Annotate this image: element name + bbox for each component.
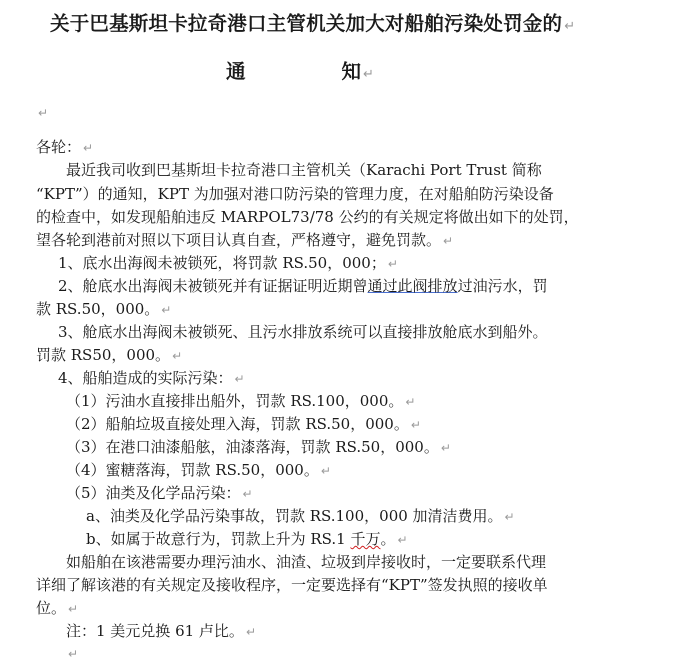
spellcheck-marked-text: 千万 xyxy=(350,530,381,548)
paragraph-mark-icon: ↵ xyxy=(410,418,421,432)
paragraph-mark-icon: ↵ xyxy=(245,625,256,639)
closing-line: 位。 ↵ xyxy=(36,599,79,617)
paragraph-mark-icon: ↵ xyxy=(397,533,408,547)
sub-item-1: （1）污油水直接排出船外，罚款 RS.100，000。 ↵ xyxy=(66,392,416,410)
paragraph-mark-icon: ↵ xyxy=(242,487,253,501)
paragraph-mark-icon: ↵ xyxy=(405,395,416,409)
list-item-3: 3、舱底水出海阀未被锁死、且污水排放系统可以直接排放舱底水到船外。 xyxy=(58,323,548,341)
paragraph-mark-icon: ↵ xyxy=(443,234,454,248)
closing-line: 详细了解该港的有关规定及接收程序，一定要选择有“KPT”签发执照的接收单 xyxy=(36,576,548,594)
intro-line: 的检查中，如发现船舶违反 MARPOL73/78 公约的有关规定将做出如下的处罚， xyxy=(36,208,579,226)
sub-item-5a: a、油类及化学品污染事故，罚款 RS.100，000 加清洁费用。 ↵ xyxy=(86,507,515,525)
list-item-1: 1、底水出海阀未被锁死，将罚款 RS.50，000； ↵ xyxy=(58,254,398,272)
salutation: 各轮： ↵ xyxy=(36,138,94,156)
list-item-2-cont: 款 RS.50，000。 ↵ xyxy=(36,300,172,318)
paragraph-mark-icon: ↵ xyxy=(564,19,576,34)
paragraph-mark-icon: ↵ xyxy=(161,303,172,317)
paragraph-mark-icon: ↵ xyxy=(68,602,79,616)
closing-line: 如船舶在该港需要办理污油水、油渣、垃圾到岸接收时，一定要联系代理 xyxy=(66,553,547,571)
paragraph-mark-icon: ↵ xyxy=(234,372,245,386)
paragraph-mark-icon: ↵ xyxy=(440,441,451,455)
list-item-4: 4、船舶造成的实际污染： ↵ xyxy=(58,369,245,387)
paragraph-mark-icon: ↵ xyxy=(172,349,183,363)
intro-line: 望各轮到港前对照以下项目认真自查，严格遵守，避免罚款。 ↵ xyxy=(36,231,454,249)
paragraph-mark-icon: ↵ xyxy=(363,67,374,82)
sub-item-5b: b、如属于故意行为，罚款上升为 RS.1 千万。 ↵ xyxy=(86,530,408,548)
document-title-line1: 关于巴基斯坦卡拉奇港口主管机关加大对船舶污染处罚金的 ↵ xyxy=(50,12,576,35)
list-item-2: 2、舱底水出海阀未被锁死并有证据证明近期曾通过此阀排放过油污水，罚 xyxy=(58,277,548,295)
paragraph-mark-icon: ↵ xyxy=(504,510,515,524)
paragraph-mark-icon: ↵ xyxy=(83,141,94,155)
intro-line: “KPT”）的通知，KPT 为加强对港口防污染的管理力度，在对船舶防污染设备 xyxy=(36,185,554,203)
underlined-text: 通过此阀排放 xyxy=(367,277,458,295)
paragraph-mark-icon: ↵ xyxy=(68,647,79,661)
intro-line: 最近我司收到巴基斯坦卡拉奇港口主管机关（Karachi Port Trust 简称 xyxy=(66,161,542,179)
empty-paragraph xyxy=(36,103,48,122)
list-item-3-cont: 罚款 RS50，000。 ↵ xyxy=(36,346,183,364)
paragraph-mark-icon: ↵ xyxy=(38,106,49,120)
note: 注：1 美元兑换 61 卢比。 ↵ xyxy=(66,622,256,640)
sub-item-4: （4）蜜糖落海，罚款 RS.50，000。 ↵ xyxy=(66,461,331,479)
sub-item-2: （2）船舶垃圾直接处理入海，罚款 RS.50，000。 ↵ xyxy=(66,415,421,433)
sub-item-3: （3）在港口油漆船舷，油漆落海，罚款 RS.50，000。 ↵ xyxy=(66,438,451,456)
sub-item-5: （5）油类及化学品污染： ↵ xyxy=(66,484,253,502)
paragraph-mark-icon: ↵ xyxy=(320,464,331,478)
empty-paragraph xyxy=(66,644,78,663)
paragraph-mark-icon: ↵ xyxy=(387,257,398,271)
document-title-line2: 通 知 ↵ xyxy=(226,60,374,83)
